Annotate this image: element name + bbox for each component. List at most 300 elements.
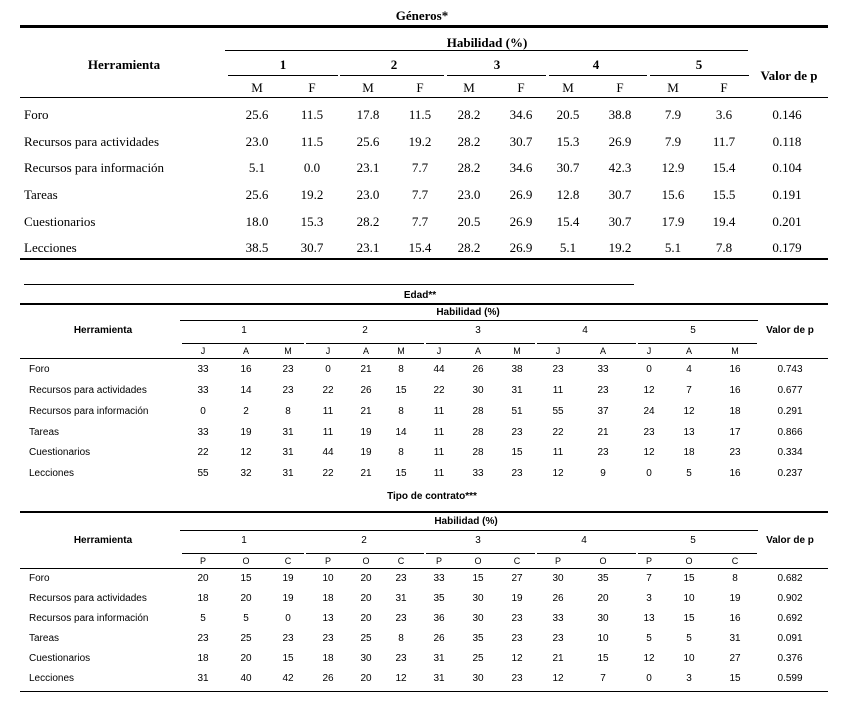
row-tool-name: Foro [24, 107, 49, 122]
table-cell-value: 15.4 [556, 214, 580, 229]
table-cell-value: 23 [322, 633, 334, 644]
table-cell-value: 21 [360, 468, 372, 479]
table-cell-value: 12.9 [661, 160, 685, 175]
table-cell-value: 26 [322, 673, 334, 684]
skill-header: Habilidad (%) [436, 307, 500, 318]
table-cell-value: 28.2 [457, 160, 481, 175]
subcolumn-header: F [416, 80, 424, 95]
row-p-value: 0.682 [777, 573, 803, 584]
table-cell-value: 21 [360, 406, 372, 417]
table-cell-value: 21 [597, 427, 609, 438]
table-cell-value: 42 [282, 673, 294, 684]
table-top-rule [20, 511, 828, 513]
skill-level-label: 2 [361, 535, 367, 546]
table-cell-value: 10 [322, 573, 334, 584]
table-cell-value: 15 [472, 573, 484, 584]
table-cell-value: 11 [433, 406, 445, 417]
table-cell-value: 5 [200, 613, 206, 624]
table-cell-value: 23 [729, 447, 741, 458]
table-cell-value: 26.9 [509, 187, 533, 202]
subcolumn-header: J [555, 346, 561, 356]
skill-level-rule [306, 343, 424, 344]
table-cell-value: 31 [197, 673, 209, 684]
row-tool-name: Recursos para actividades [29, 385, 147, 396]
table-cell-value: 21 [552, 653, 564, 664]
table-cell-value: 19.2 [608, 240, 632, 255]
table-cell-value: 27 [729, 653, 741, 664]
row-p-value: 0.376 [777, 653, 803, 664]
row-p-value: 0.091 [777, 633, 803, 644]
table-cell-value: 11.5 [300, 134, 324, 149]
row-tool-name: Recursos para información [29, 406, 149, 417]
table-cell-value: 5.1 [664, 240, 682, 255]
table-cell-value: 16 [729, 468, 741, 479]
table-cell-value: 15 [597, 653, 609, 664]
subcolumn-header: M [362, 80, 374, 95]
skill-level-rule [537, 553, 636, 554]
table-cell-value: 22 [552, 427, 564, 438]
table-cell-value: 12 [552, 673, 564, 684]
table-cell-value: 25 [472, 653, 484, 664]
table-cell-value: 30 [552, 573, 564, 584]
row-tool-name: Tareas [24, 187, 58, 202]
table-cell-value: 33 [197, 427, 209, 438]
skill-header-rule [180, 530, 758, 531]
skill-level-label: 1 [241, 325, 247, 336]
table-cell-value: 35 [597, 573, 609, 584]
table-cell-value: 11.5 [300, 107, 324, 122]
row-tool-name: Recursos para información [29, 613, 149, 624]
table-cell-value: 30.7 [509, 134, 533, 149]
table-cell-value: 16 [729, 613, 741, 624]
subcolumn-header: M [731, 346, 739, 356]
skill-level-rule [447, 75, 546, 76]
table-cell-value: 0 [646, 468, 652, 479]
table-cell-value: 23.1 [356, 240, 380, 255]
skill-level-label: 4 [592, 57, 600, 72]
table-cell-value: 44 [322, 447, 334, 458]
table-cell-value: 18 [729, 406, 741, 417]
table-cell-value: 23.0 [245, 134, 269, 149]
table-cell-value: 15.3 [556, 134, 580, 149]
subcolumn-header: F [308, 80, 316, 95]
row-p-value: 0.291 [777, 406, 803, 417]
table-cell-value: 8 [398, 406, 404, 417]
skill-header-rule [180, 320, 758, 321]
table-cell-value: 31 [433, 673, 445, 684]
table-cell-value: 8 [398, 633, 404, 644]
table-cell-value: 11 [433, 427, 445, 438]
table-cell-value: 15 [395, 468, 407, 479]
skill-level-rule [182, 343, 304, 344]
subcolumn-header: O [599, 556, 607, 566]
table-cell-value: 7.8 [715, 240, 733, 255]
table-cell-value: 40 [240, 673, 252, 684]
table-cell-value: 28.2 [457, 134, 481, 149]
table-cell-value: 23.0 [457, 187, 481, 202]
p-value-column-header: Valor de p [766, 535, 814, 546]
row-tool-name: Tareas [29, 427, 60, 438]
table-cell-value: 17.8 [356, 107, 380, 122]
table-cell-value: 23 [643, 427, 655, 438]
row-p-value: 0.743 [777, 364, 803, 375]
subcolumn-header: O [474, 556, 482, 566]
skill-level-label: 1 [279, 57, 287, 72]
table-cell-value: 0.0 [303, 160, 321, 175]
header-bottom-rule [20, 97, 828, 98]
subcolumn-header: P [435, 556, 443, 566]
subcolumn-header: O [685, 556, 693, 566]
skill-level-rule [638, 553, 757, 554]
row-p-value: 0.599 [777, 673, 803, 684]
subcolumn-header: P [645, 556, 653, 566]
table-cell-value: 27 [511, 573, 523, 584]
table-cell-value: 31 [729, 633, 741, 644]
row-tool-name: Foro [29, 364, 50, 375]
row-p-value: 0.334 [777, 447, 803, 458]
table-cell-value: 35 [433, 593, 445, 604]
section-separator-rule [24, 284, 634, 285]
table-cell-value: 3.6 [715, 107, 733, 122]
table-cell-value: 15 [282, 653, 294, 664]
subcolumn-header: A [685, 346, 693, 356]
table-cell-value: 30.7 [556, 160, 580, 175]
table-cell-value: 7.9 [664, 107, 682, 122]
table-cell-value: 24 [643, 406, 655, 417]
table-cell-value: 32 [240, 468, 252, 479]
skill-level-label: 5 [690, 535, 696, 546]
row-tool-name: Cuestionarios [24, 214, 96, 229]
table-cell-value: 2 [243, 406, 249, 417]
table-cell-value: 33 [597, 364, 609, 375]
skill-level-rule [426, 553, 535, 554]
skill-header: Habilidad (%) [446, 35, 528, 50]
table-cell-value: 19.4 [712, 214, 736, 229]
subcolumn-header: J [200, 346, 206, 356]
table-cell-value: 17.9 [661, 214, 685, 229]
tool-column-header: Herramienta [73, 535, 133, 546]
skill-header: Habilidad (%) [434, 516, 498, 527]
table-cell-value: 18 [322, 653, 334, 664]
table-cell-value: 22 [197, 447, 209, 458]
table-cell-value: 19.2 [408, 134, 432, 149]
table-cell-value: 12 [511, 653, 523, 664]
row-p-value: 0.866 [777, 427, 803, 438]
table-cell-value: 26.9 [608, 134, 632, 149]
table-cell-value: 28 [472, 406, 484, 417]
table-cell-value: 12 [395, 673, 407, 684]
table-cell-value: 7 [646, 573, 652, 584]
table-cell-value: 7.9 [664, 134, 682, 149]
table-cell-value: 20 [197, 573, 209, 584]
table-cell-value: 3 [686, 673, 692, 684]
table-cell-value: 38.8 [608, 107, 632, 122]
subcolumn-header: A [599, 346, 607, 356]
table-cell-value: 28 [472, 447, 484, 458]
table-cell-value: 18 [197, 593, 209, 604]
skill-level-label: 2 [362, 325, 368, 336]
table-cell-value: 15.6 [661, 187, 685, 202]
table-cell-value: 23 [395, 653, 407, 664]
skill-level-label: 1 [241, 535, 247, 546]
table-cell-value: 20 [240, 653, 252, 664]
table-cell-value: 7.7 [411, 160, 429, 175]
table-cell-value: 11 [322, 427, 334, 438]
table-cell-value: 18 [683, 447, 695, 458]
table-cell-value: 12 [240, 447, 252, 458]
row-tool-name: Tareas [29, 633, 60, 644]
skill-level-label: 4 [582, 325, 588, 336]
skill-level-label: 5 [695, 57, 703, 72]
table-cell-value: 7.7 [411, 187, 429, 202]
table-cell-value: 11 [552, 447, 564, 458]
table-cell-value: 25 [360, 633, 372, 644]
table-cell-value: 20 [360, 673, 372, 684]
row-tool-name: Recursos para actividades [24, 134, 160, 149]
subcolumn-header: M [513, 346, 521, 356]
table-cell-value: 30 [360, 653, 372, 664]
table-cell-value: 23 [511, 613, 523, 624]
table-cell-value: 30 [472, 673, 484, 684]
table-cell-value: 36 [433, 613, 445, 624]
table-cell-value: 18 [197, 653, 209, 664]
table-cell-value: 31 [282, 427, 294, 438]
row-p-value: 0.146 [772, 107, 802, 122]
skill-level-label: 3 [475, 325, 481, 336]
table-cell-value: 26.9 [509, 240, 533, 255]
row-tool-name: Recursos para información [24, 160, 165, 175]
table-cell-value: 23 [282, 385, 294, 396]
table-cell-value: 0 [325, 364, 331, 375]
row-p-value: 0.237 [777, 468, 803, 479]
row-tool-name: Lecciones [29, 673, 75, 684]
table-cell-value: 23 [395, 573, 407, 584]
table-cell-value: 28.2 [457, 240, 481, 255]
table-cell-value: 0 [285, 613, 291, 624]
table-cell-value: 35 [472, 633, 484, 644]
table-cell-value: 26 [433, 633, 445, 644]
subcolumn-header: C [397, 556, 405, 566]
table-cell-value: 19 [511, 593, 523, 604]
table-cell-value: 8 [285, 406, 291, 417]
p-value-column-header: Valor de p [766, 325, 814, 336]
subcolumn-header: M [397, 346, 405, 356]
table-cell-value: 38 [511, 364, 523, 375]
subcolumn-header: F [720, 80, 728, 95]
table-cell-value: 18 [322, 593, 334, 604]
row-tool-name: Cuestionarios [29, 447, 91, 458]
table-cell-value: 15.5 [712, 187, 736, 202]
subcolumn-header: P [554, 556, 562, 566]
table-cell-value: 34.6 [509, 107, 533, 122]
table-cell-value: 13 [322, 613, 334, 624]
table-cell-value: 19 [282, 593, 294, 604]
table-cell-value: 14 [240, 385, 252, 396]
row-tool-name: Lecciones [24, 240, 77, 255]
table-cell-value: 38.5 [245, 240, 269, 255]
row-p-value: 0.201 [772, 214, 802, 229]
table-cell-value: 19 [282, 573, 294, 584]
table-cell-value: 3 [646, 593, 652, 604]
table-cell-value: 44 [433, 364, 445, 375]
table-cell-value: 22 [433, 385, 445, 396]
table-cell-value: 31 [511, 385, 523, 396]
row-tool-name: Recursos para actividades [29, 593, 147, 604]
row-p-value: 0.692 [777, 613, 803, 624]
table-cell-value: 23 [511, 673, 523, 684]
row-p-value: 0.104 [772, 160, 802, 175]
table-title: Tipo de contrato*** [387, 491, 477, 502]
table-cell-value: 12 [552, 468, 564, 479]
subcolumn-header: J [646, 346, 652, 356]
table-cell-value: 0 [646, 673, 652, 684]
table-cell-value: 26 [472, 364, 484, 375]
header-bottom-rule [20, 358, 828, 359]
subcolumn-header: M [251, 80, 263, 95]
table-cell-value: 15.4 [408, 240, 432, 255]
table-cell-value: 33 [433, 573, 445, 584]
subcolumn-header: P [199, 556, 207, 566]
subcolumn-header: J [436, 346, 442, 356]
skill-level-rule [426, 343, 535, 344]
table-cell-value: 33 [197, 385, 209, 396]
subcolumn-header: C [284, 556, 292, 566]
skill-level-label: 3 [475, 535, 481, 546]
table-cell-value: 30.7 [608, 214, 632, 229]
table-cell-value: 23 [282, 633, 294, 644]
table-top-rule [20, 303, 828, 305]
row-tool-name: Cuestionarios [29, 653, 91, 664]
subcolumn-header: J [325, 346, 331, 356]
table-cell-value: 19 [360, 447, 372, 458]
table-cell-value: 20 [597, 593, 609, 604]
skill-level-label: 5 [690, 325, 696, 336]
table-cell-value: 19 [240, 427, 252, 438]
table-cell-value: 11 [552, 385, 564, 396]
skill-level-rule [650, 75, 749, 76]
skill-level-rule [182, 553, 304, 554]
table-top-rule [20, 25, 828, 28]
table-cell-value: 11.5 [408, 107, 432, 122]
subcolumn-header: A [242, 346, 250, 356]
table-cell-value: 11 [433, 468, 445, 479]
table-cell-value: 4 [686, 364, 692, 375]
table-cell-value: 7 [686, 385, 692, 396]
table-cell-value: 15 [511, 447, 523, 458]
table-cell-value: 33 [472, 468, 484, 479]
table-cell-value: 15.4 [712, 160, 736, 175]
skill-level-label: 2 [390, 57, 398, 72]
table-bottom-rule [20, 258, 828, 260]
table-cell-value: 0 [200, 406, 206, 417]
subcolumn-header: A [362, 346, 370, 356]
table-cell-value: 23.0 [356, 187, 380, 202]
table-cell-value: 22 [322, 385, 334, 396]
table-cell-value: 30 [472, 613, 484, 624]
table-cell-value: 15 [240, 573, 252, 584]
subcolumn-header: O [362, 556, 370, 566]
table-cell-value: 12 [643, 447, 655, 458]
table-cell-value: 12 [643, 653, 655, 664]
table-cell-value: 19 [729, 593, 741, 604]
skill-level-rule [549, 75, 647, 76]
table-cell-value: 23 [552, 633, 564, 644]
table-cell-value: 11 [433, 447, 445, 458]
table-cell-value: 33 [197, 364, 209, 375]
table-cell-value: 11.7 [712, 134, 736, 149]
table-cell-value: 31 [395, 593, 407, 604]
table-cell-value: 15.3 [300, 214, 324, 229]
table-cell-value: 30 [472, 385, 484, 396]
table-cell-value: 23 [552, 364, 564, 375]
subcolumn-header: M [667, 80, 679, 95]
table-cell-value: 12 [683, 406, 695, 417]
table-cell-value: 13 [683, 427, 695, 438]
table-cell-value: 5.1 [559, 240, 577, 255]
table-cell-value: 21 [360, 364, 372, 375]
table-cell-value: 20 [360, 613, 372, 624]
table-cell-value: 30 [597, 613, 609, 624]
table-cell-value: 55 [197, 468, 209, 479]
table-cell-value: 23 [395, 613, 407, 624]
table-cell-value: 12.8 [556, 187, 580, 202]
table-cell-value: 16 [729, 385, 741, 396]
row-p-value: 0.191 [772, 187, 802, 202]
row-tool-name: Lecciones [29, 468, 75, 479]
table-cell-value: 25 [240, 633, 252, 644]
row-p-value: 0.118 [772, 134, 802, 149]
table-cell-value: 5.1 [248, 160, 266, 175]
table-cell-value: 5 [686, 468, 692, 479]
table-cell-value: 25.6 [245, 107, 269, 122]
subcolumn-header: F [616, 80, 624, 95]
skill-level-rule [537, 343, 636, 344]
subcolumn-header: C [513, 556, 521, 566]
table-cell-value: 12 [643, 385, 655, 396]
subcolumn-header: M [562, 80, 574, 95]
table-cell-value: 7.7 [411, 214, 429, 229]
table-cell-value: 18.0 [245, 214, 269, 229]
subcolumn-header: P [324, 556, 332, 566]
subcolumn-header: M [463, 80, 475, 95]
table-cell-value: 10 [683, 593, 695, 604]
table-cell-value: 15 [395, 385, 407, 396]
table-cell-value: 25.6 [356, 134, 380, 149]
table-cell-value: 19.2 [300, 187, 324, 202]
table-cell-value: 10 [597, 633, 609, 644]
table-cell-value: 20.5 [556, 107, 580, 122]
tool-column-header: Herramienta [73, 325, 133, 336]
table-cell-value: 15 [729, 673, 741, 684]
table-cell-value: 34.6 [509, 160, 533, 175]
table-title: Géneros* [395, 8, 449, 23]
table-cell-value: 8 [732, 573, 738, 584]
table-cell-value: 31 [282, 447, 294, 458]
subcolumn-header: F [517, 80, 525, 95]
table-cell-value: 33 [552, 613, 564, 624]
table-cell-value: 20 [240, 593, 252, 604]
subcolumn-header: A [474, 346, 482, 356]
p-value-column-header: Valor de p [760, 68, 818, 83]
skill-level-rule [306, 553, 424, 554]
table-cell-value: 15 [683, 613, 695, 624]
table-cell-value: 20 [360, 593, 372, 604]
row-p-value: 0.677 [777, 385, 803, 396]
skill-level-rule [638, 343, 757, 344]
skill-level-label: 3 [493, 57, 501, 72]
table-cell-value: 23 [511, 633, 523, 644]
table-cell-value: 30.7 [300, 240, 324, 255]
